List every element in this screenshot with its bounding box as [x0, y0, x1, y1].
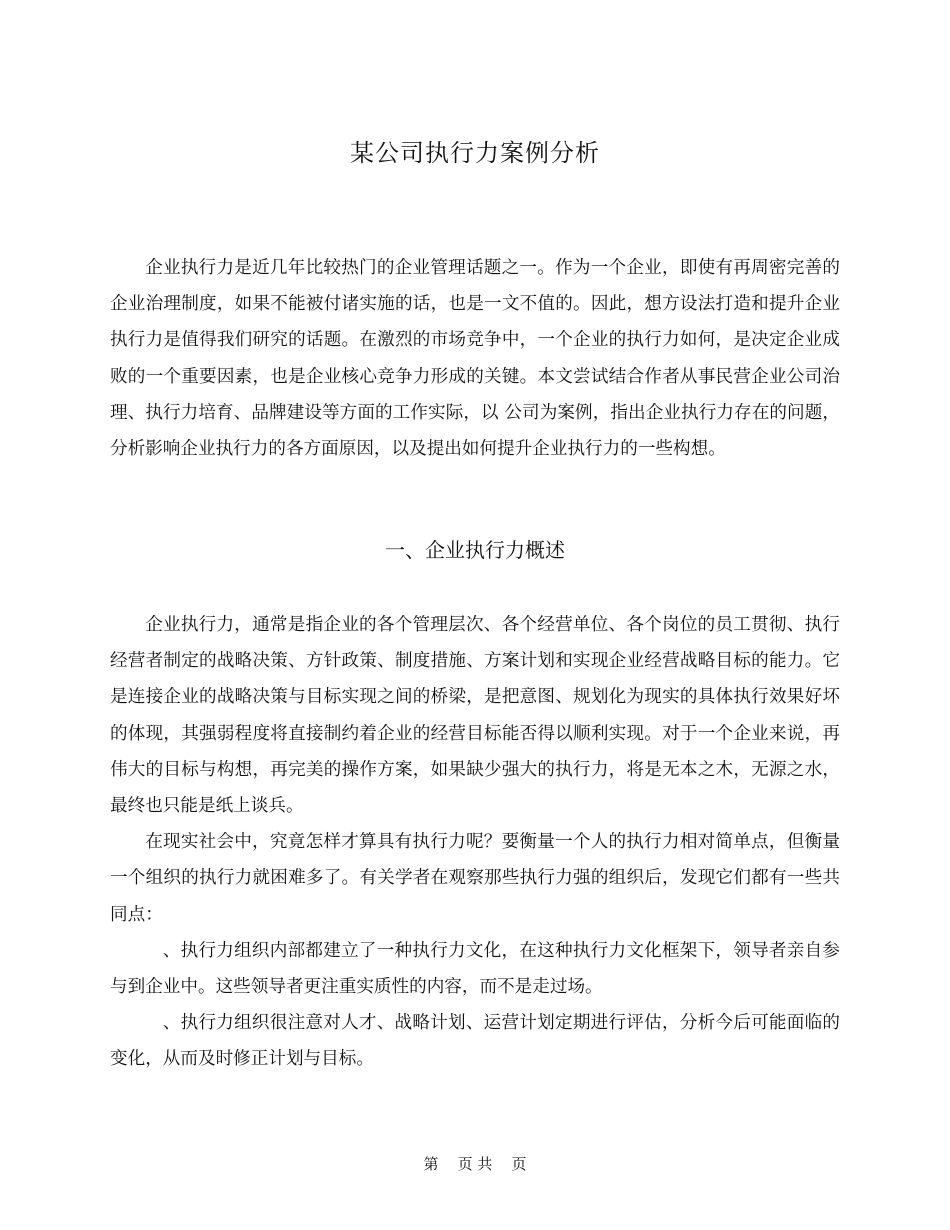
body-paragraph: 在现实社会中，究竟怎样才算具有执行力呢？要衡量一个人的执行力相对简单点，但衡量一个组织的执行力就困难多了。有关学者在观察那些执行力强的组织后，发现它们都有一些共同点：: [110, 832, 840, 925]
intro-paragraph: 企业执行力是近几年比较热门的企业管理话题之一。作为一个企业，即使有再周密完善的企业治理制度，如果不能被付诸实施的话，也是一文不值的。因此，想方设法打造和提升企业执行力是值得我们研究的话题。在激烈的市场竞争中，一个企业的执行力如何，是决定企业成败的一个重要因素，也是企业核心竞争力形成的关键。本文尝试结合作者从事民营企业公司治理、执行力培育、品牌建设等方面的工作实际，以 公司为案例，指出企业执行力存在的问题，分析影响企业执行力的各方面原因，以及提出如何提升企业执行力的一些构想。: [110, 258, 840, 460]
page-footer: 第 页 共 页: [423, 1155, 527, 1173]
list-item: 、执行力组织内部都建立了一种执行力文化，在这种执行力文化框架下，领导者亲自参与到企业中。这些领导者更注重实质性的内容，而不是走过场。: [110, 940, 840, 998]
section-heading: 一、企业执行力概述: [385, 538, 565, 562]
document-title: 某公司执行力案例分析: [350, 139, 600, 167]
intro-section: [110, 250, 840, 467]
list-item: 、执行力组织很注意对人才、战略计划、运营计划定期进行评估，分析今后可能面临的变化，从而及时修正计划与目标。: [110, 1013, 840, 1070]
body-paragraph: 企业执行力，通常是指企业的各个管理层次、各个经营单位、各个岗位的员工贯彻、执行经营者制定的战略决策、方针政策、制度措施、方案计划和实现企业经营战略目标的能力。它是连接企业的战略决策与目标实现之间的桥梁，是把意图、规划化为现实的具体执行效果好坏的体现，其强弱程度将直接制约着企业的经营目标能否得以顺利实现。对于一个企业来说，再伟大的目标与构想，再完美的操作方案，如果缺少强大的执行力，将是无本之木，无源之水，最终也只能是纸上谈兵。: [110, 615, 840, 817]
section-body: [110, 607, 840, 1078]
